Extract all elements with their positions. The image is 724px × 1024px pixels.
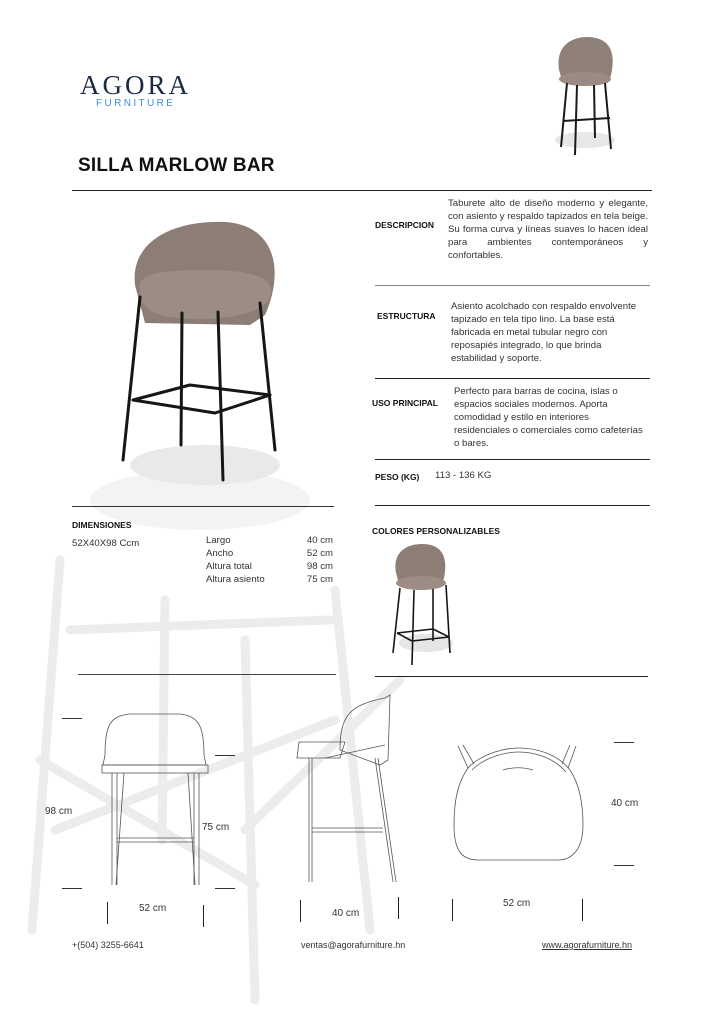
spec-text-descripcion: Taburete alto de diseño moderno y elegante, con asiento y respaldo tapizados en tela beige. Su forma curva y líneas suaves lo hacen ideal para ambientes contemporáneos y confortables. bbox=[448, 198, 649, 261]
dimension-value: 75 cm bbox=[306, 574, 333, 585]
top-width-label: 52 cm bbox=[503, 898, 531, 909]
dimension-value: 98 cm bbox=[306, 561, 333, 572]
front-seat-height-label: 75 cm bbox=[202, 822, 230, 833]
dimension-tick bbox=[300, 900, 301, 922]
spec-label-descripcion: DESCRIPCION bbox=[375, 220, 435, 230]
dimensions-table bbox=[206, 534, 333, 586]
brand-logo: AGORA bbox=[80, 70, 192, 100]
dimension-value: 52 cm bbox=[306, 548, 333, 559]
dimension-name: Largo bbox=[206, 535, 231, 546]
dimension-name: Altura asiento bbox=[206, 574, 265, 585]
dimension-tick bbox=[582, 899, 583, 921]
dimension-name: Altura total bbox=[206, 561, 252, 572]
technical-drawing-front bbox=[100, 710, 210, 890]
spec-value-peso: 113 - 136 KG bbox=[435, 470, 492, 481]
footer-email[interactable]: ventas@agorafurniture.hn bbox=[301, 940, 406, 950]
technical-drawing-side bbox=[295, 690, 405, 890]
dimension-row bbox=[206, 534, 333, 547]
spec-text-uso-principal: Perfecto para barras de cocina, islas o espacios sociales modernos. Aporta comodidad y estilo en interiores residenciales o comerciales como cafeterías o bares. bbox=[454, 386, 643, 449]
divider bbox=[72, 506, 334, 507]
divider bbox=[375, 285, 650, 286]
title-divider bbox=[72, 190, 652, 191]
divider bbox=[375, 505, 650, 506]
dimension-tick bbox=[203, 905, 204, 927]
dimension-tick bbox=[614, 865, 634, 866]
color-option-beige-chair[interactable] bbox=[388, 543, 468, 668]
dimension-tick bbox=[215, 755, 235, 756]
technical-drawing-top bbox=[448, 740, 588, 865]
dimension-row bbox=[206, 547, 333, 560]
dimension-tick bbox=[452, 899, 453, 921]
side-depth-label: 40 cm bbox=[332, 908, 360, 919]
dimensions-summary: 52X40X98 Ccm bbox=[72, 538, 140, 549]
front-width-label: 52 cm bbox=[139, 903, 167, 914]
divider bbox=[375, 676, 648, 677]
website-link[interactable]: www.agorafurniture.hn bbox=[542, 940, 633, 950]
dimension-row bbox=[206, 573, 333, 586]
dimension-tick bbox=[614, 742, 634, 743]
divider bbox=[375, 459, 650, 460]
dimension-tick bbox=[398, 897, 399, 919]
brand-subtitle: FURNITURE bbox=[96, 98, 176, 109]
dimension-tick bbox=[62, 718, 82, 719]
front-height-label: 98 cm bbox=[45, 806, 73, 817]
dimension-tick bbox=[62, 888, 82, 889]
dimension-row bbox=[206, 560, 333, 573]
spec-label-uso-principal: USO PRINCIPAL bbox=[372, 398, 438, 408]
spec-text-estructura: Asiento acolchado con respaldo envolvente tapizado en tela tipo lino. La base está fabricada en metal tubular negro con reposapiés integrado, lo que brinda estabilidad y soporte. bbox=[451, 301, 637, 364]
footer-phone: +(504) 3255-6641 bbox=[72, 940, 144, 950]
divider bbox=[375, 378, 650, 379]
dimension-value: 40 cm bbox=[306, 535, 333, 546]
footer-website-link[interactable] bbox=[542, 940, 632, 950]
dimension-name: Ancho bbox=[206, 548, 234, 559]
dimensions-label: DIMENSIONES bbox=[72, 520, 132, 530]
product-image-main bbox=[115, 215, 290, 490]
top-depth-label: 40 cm bbox=[611, 798, 639, 809]
divider bbox=[78, 674, 336, 675]
chair-thumbnail-top bbox=[545, 35, 635, 160]
dimension-tick bbox=[107, 902, 108, 924]
spec-label-estructura: ESTRUCTURA bbox=[377, 311, 436, 321]
dimension-tick bbox=[215, 888, 235, 889]
colors-section-label: COLORES PERSONALIZABLES bbox=[372, 526, 500, 536]
spec-label-peso: PESO (KG) bbox=[375, 472, 420, 482]
product-title: SILLA MARLOW BAR bbox=[78, 155, 275, 176]
